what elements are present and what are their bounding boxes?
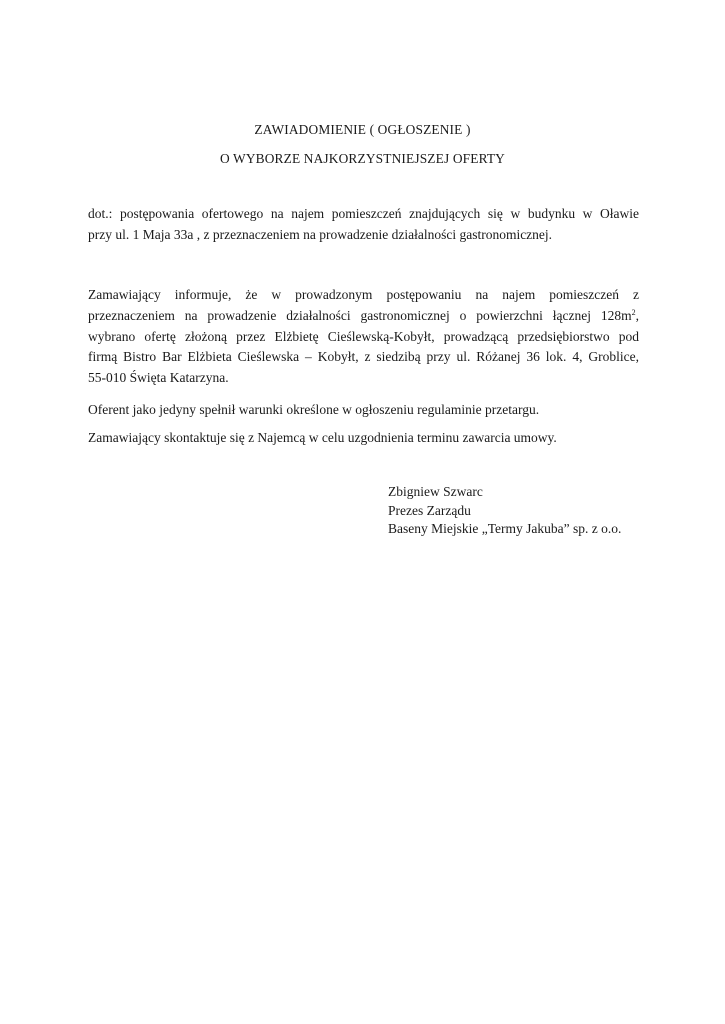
info-line-2-text: przeznaczeniem na prowadzenie działalności gastronomicznej o powierzchni łącznej 128m [88,307,632,323]
subject-line-2: przy ul. 1 Maja 33a , z przeznaczeniem na prowadzenie działalności gastronomicznej. [88,226,553,242]
info-line-4: firmą Bistro Bar Elżbieta Cieślewska – Kobyłt, z siedzibą przy ul. Różanej 36 lok. 4, Groblice, [88,349,639,365]
signature-name: Zbigniew Szwarc [388,484,483,499]
subject-line-1: dot.: postępowania ofertowego na najem pomieszczeń znajdujących się w budynku w Oławie [88,206,639,221]
heading-subtitle: O WYBORZE NAJKORZYSTNIEJSZEJ OFERTY [219,151,506,166]
heading-title: ZAWIADOMIENIE ( OGŁOSZENIE ) [254,122,471,137]
information-paragraph [88,285,639,389]
info-line-2 [88,306,639,327]
signature-company: Baseny Miejskie „Termy Jakuba” sp. z o.o. [388,521,622,536]
contact-line: Zamawiający skontaktuje się z Najemcą w celu uzgodnienia terminu zawarcia umowy. [88,430,557,445]
info-line-1: Zamawiający informuje, że w prowadzonym postępowaniu na najem pomieszczeń z [88,287,639,302]
info-line-2-comma: , [635,307,639,323]
contact-paragraph [88,428,639,449]
oferent-line: Oferent jako jedyny spełnił warunki określone w ogłoszeniu regulaminie przetargu. [88,402,540,417]
info-line-3: wybrano ofertę złożoną przez Elżbietę Cieślewską-Kobyłt, prowadzącą przedsiębiorstwo pod [88,328,639,344]
info-line-5: 55-010 Święta Katarzyna. [88,370,229,386]
signature-title: Prezes Zarządu [388,502,471,518]
area-exponent: 2 [631,307,636,317]
signature-block [388,483,621,539]
subject-paragraph [88,204,639,246]
oferent-paragraph [88,400,639,421]
